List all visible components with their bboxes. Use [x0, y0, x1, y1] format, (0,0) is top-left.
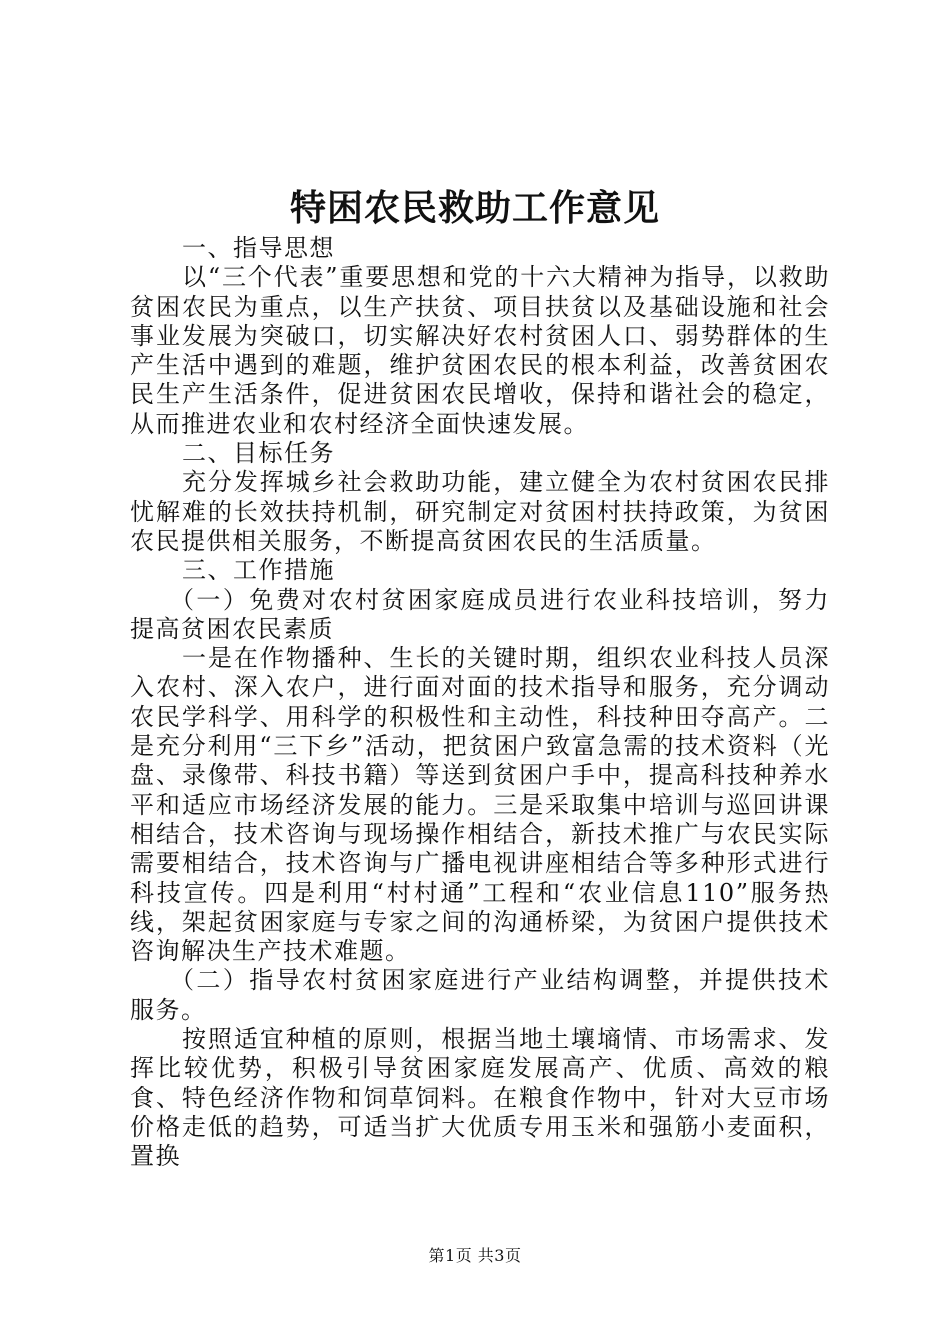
document-title: 特困农民救助工作意见	[289, 187, 660, 229]
paragraph-restructuring: 按照适宜种植的原则，根据当地土壤墒情、市场需求、发挥比较优势，积极引导贫困家庭发展高产、优质、高效的粮食、特色经济作物和饲草饲料。在粮食作物中，针对大豆市场价格走低的趋势，可适当扩大优质专用玉米和强筋小麦面积，置换	[130, 1025, 830, 1171]
paragraph-guiding-ideology: 以“三个代表”重要思想和党的十六大精神为指导，以救助贫困农民为重点，以生产扶贫、项目扶贫以及基础设施和社会事业发展为突破口，切实解决好农村贫困人口、弱势群体的生产生活中遇到的难题，维护贫困农民的根本利益，改善贫困农民生产生活条件，促进贫困农民增收，保持和谐社会的稳定，从而推进农业和农村经济全面快速发展。	[130, 263, 830, 438]
section-heading-guiding-ideology: 一、指导思想	[182, 234, 335, 262]
section-heading-goals: 二、目标任务	[182, 439, 335, 468]
section-heading-measures: 三、工作措施	[182, 556, 335, 585]
paragraph-goals: 充分发挥城乡社会救助功能，建立健全为农村贫困农民排忧解难的长效扶持机制，研究制定对贫困村扶持政策，为贫困农民提供相关服务，不断提高贫困农民的生活质量。	[130, 468, 830, 555]
subsection-heading-training: （一）免费对农村贫困家庭成员进行农业科技培训，努力提高贫困农民素质	[130, 585, 830, 643]
subsection-heading-restructuring: （二）指导农村贫困家庭进行产业结构调整，并提供技术服务。	[130, 966, 830, 1024]
document-body	[130, 234, 830, 1172]
paragraph-training: 一是在作物播种、生长的关键时期，组织农业科技人员深入农村、深入农户，进行面对面的技术指导和服务，充分调动农民学科学、用科学的积极性和主动性，科技种田夺高产。二是充分利用“三下乡”活动，把贫困户致富急需的技术资料（光盘、录像带、科技书籍）等送到贫困户手中，提高科技种养水平和适应市场经济发展的能力。三是采取集中培训与巡回讲课相结合，技术咨询与现场操作相结合，新技术推广与农民实际需要相结合，技术咨询与广播电视讲座相结合等多种形式进行科技宣传。四是利用“村村通”工程和“农业信息110”服务热线，架起贫困家庭与专家之间的沟通桥梁，为贫困户提供技术咨询解决生产技术难题。	[130, 644, 830, 966]
page-footer: 第1页 共3页	[428, 1246, 522, 1265]
